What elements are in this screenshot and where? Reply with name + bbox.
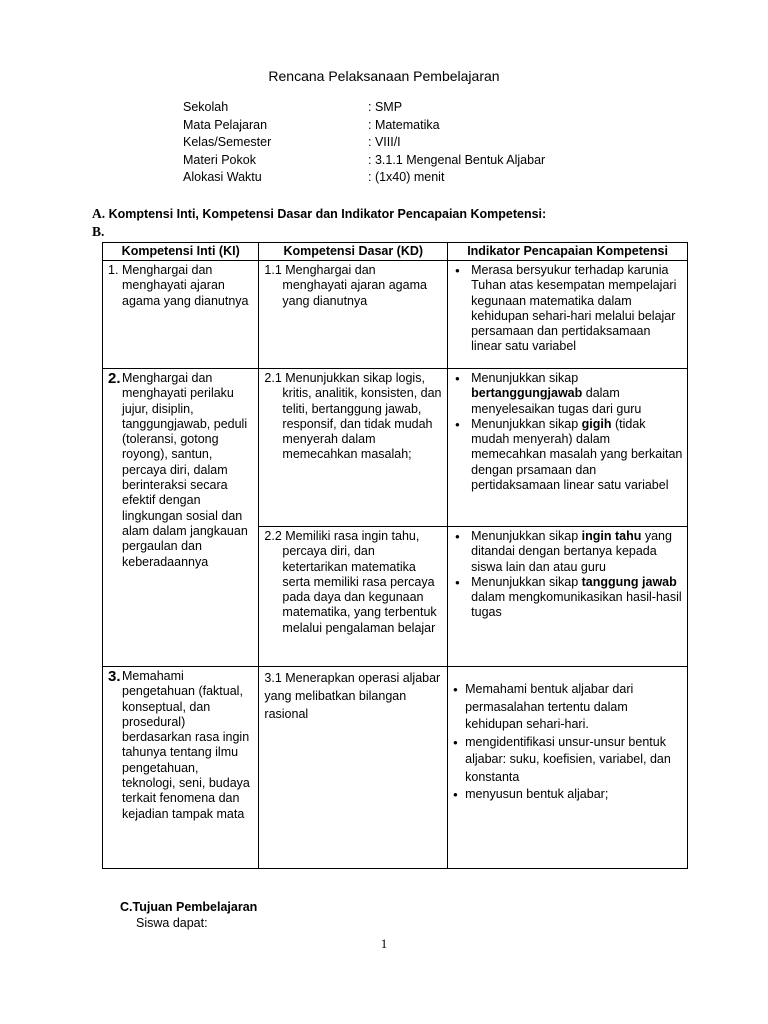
info-key: Sekolah [183,100,229,114]
kd-cell [259,369,448,527]
list-item: • Merasa bersyukur terhadap karunia Tuhan atas kesempatan mempelajari kegunaan matematika dalam kehidupan sehari-hari melalui belajar persamaan dan pertidaksamaan linear satu variabel [453,263,683,355]
kd-text: 3.1 Menerapkan operasi aljabar yang melibatkan bilangan rasional [264,671,441,721]
lesson-info-table [183,99,545,187]
ki-number: 3. [108,668,121,685]
header-indikator: Indikator Pencapaian Kompetensi [448,243,688,261]
section-a-heading [92,206,546,222]
document-title: Rencana Pelaksanaan Pembelajaran [268,68,500,84]
info-row-sekolah [183,99,545,117]
kd-text: 1.1 Menghargai dan menghayati ajaran agama yang dianutnya [264,263,427,308]
header-kd: Kompetensi Dasar (KD) [259,243,448,261]
ki-cell [103,369,259,667]
section-c-heading: C.Tujuan Pembelajaran [120,900,258,914]
header-ki: Kompetensi Inti (KI) [103,243,259,261]
info-key: Alokasi Waktu [183,170,262,185]
section-a-letter: A. [92,206,106,221]
kd-text: 2.1 Menunjukkan sikap logis, kritis, analitik, konsisten, dan teliti, bertanggung jawab, responsif, dan tidak mudah menyerah dalam memecahkan masalah; [264,371,442,462]
ki-number: 1. [108,263,119,277]
page-number: 1 [380,936,388,951]
list-item: • menyusun bentuk aljabar; [453,786,683,804]
info-value: : Matematika [368,117,440,132]
table-row [103,667,688,869]
info-row-alokasi-waktu [183,169,545,187]
kd-cell [259,527,448,667]
indikator-cell [448,261,688,369]
info-key: Mata Pelajaran [183,117,268,132]
list-item: • Menunjukkan sikap ingin tahu yang ditandai dengan bertanya kepada siswa lain dan atau guru [453,529,683,575]
ki-text: Memahami pengetahuan (faktual, konseptual, dan prosedural) berdasarkan rasa ingin tahunya tentang ilmu pengetahuan, teknologi, seni, budaya terkait fenomena dan kejadian tampak mata [122,669,250,821]
ki-text: Menghargai dan menghayati perilaku jujur, disiplin, tanggungjawab, peduli (toleransi, gotong royong), santun, percaya diri, dalam berinteraksi secara efektif dengan lingkungan sosial dan alam dalam jangkauan pergaulan dan keberadaannya [122,371,248,569]
list-item: • Menunjukkan sikap gigih (tidak mudah menyerah) dalam memecahkan masalah yang berkaitan dengan prsamaan dan pertidaksamaan linear satu variabel [453,417,683,493]
info-key: Kelas/Semester [183,135,272,150]
indikator-cell [448,667,688,869]
info-key: Materi Pokok [183,152,256,167]
section-a-text: Komptensi Inti, Kompetensi Dasar dan Indikator Pencapaian Kompetensi: [108,207,547,221]
list-item: • Menunjukkan sikap tanggung jawab dalam mengkomunikasikan hasil-hasil tugas [453,575,683,621]
indikator-list [453,371,683,493]
competency-table [102,242,688,869]
info-value: : SMP [368,100,403,114]
indikator-list [453,681,683,804]
info-value: : VIII/I [368,135,401,150]
ki-item [108,669,254,822]
list-item: • mengidentifikasi unsur-unsur bentuk aljabar: suku, koefisien, variabel, dan konstanta [453,734,683,787]
ki-number: 2. [108,370,121,387]
kd-text: 2.2 Memiliki rasa ingin tahu, percaya diri, dan ketertarikan matematika serta memiliki rasa percaya pada daya dan kegunaan matematika, yang terbentuk melalui pengalaman belajar [264,529,437,635]
kd-cell [259,261,448,369]
indikator-list [453,529,683,621]
table-row [103,369,688,527]
list-item: • Menunjukkan sikap bertanggungjawab dalam menyelesaikan tugas dari guru [453,371,683,417]
indikator-cell [448,369,688,527]
kd-cell [259,667,448,869]
ki-item [108,371,254,570]
ki-item [108,263,254,309]
siswa-text: Siswa dapat: [136,916,208,930]
info-row-mata-pelajaran [183,117,545,135]
info-row-kelas-semester [183,134,545,152]
info-value: : (1x40) menit [368,170,445,185]
indikator-list [453,263,683,355]
ki-text: Menghargai dan menghayati ajaran agama yang dianutnya [122,263,249,308]
section-b-heading: B. [92,224,105,239]
table-row [103,261,688,369]
info-row-materi-pokok [183,152,545,170]
table-header-row [103,243,688,261]
indikator-cell [448,527,688,667]
ki-cell [103,261,259,369]
info-value: : 3.1.1 Mengenal Bentuk Aljabar [368,152,546,167]
ki-cell [103,667,259,869]
list-item: • Memahami bentuk aljabar dari permasalahan tertentu dalam kehidupan sehari-hari. [453,681,683,734]
